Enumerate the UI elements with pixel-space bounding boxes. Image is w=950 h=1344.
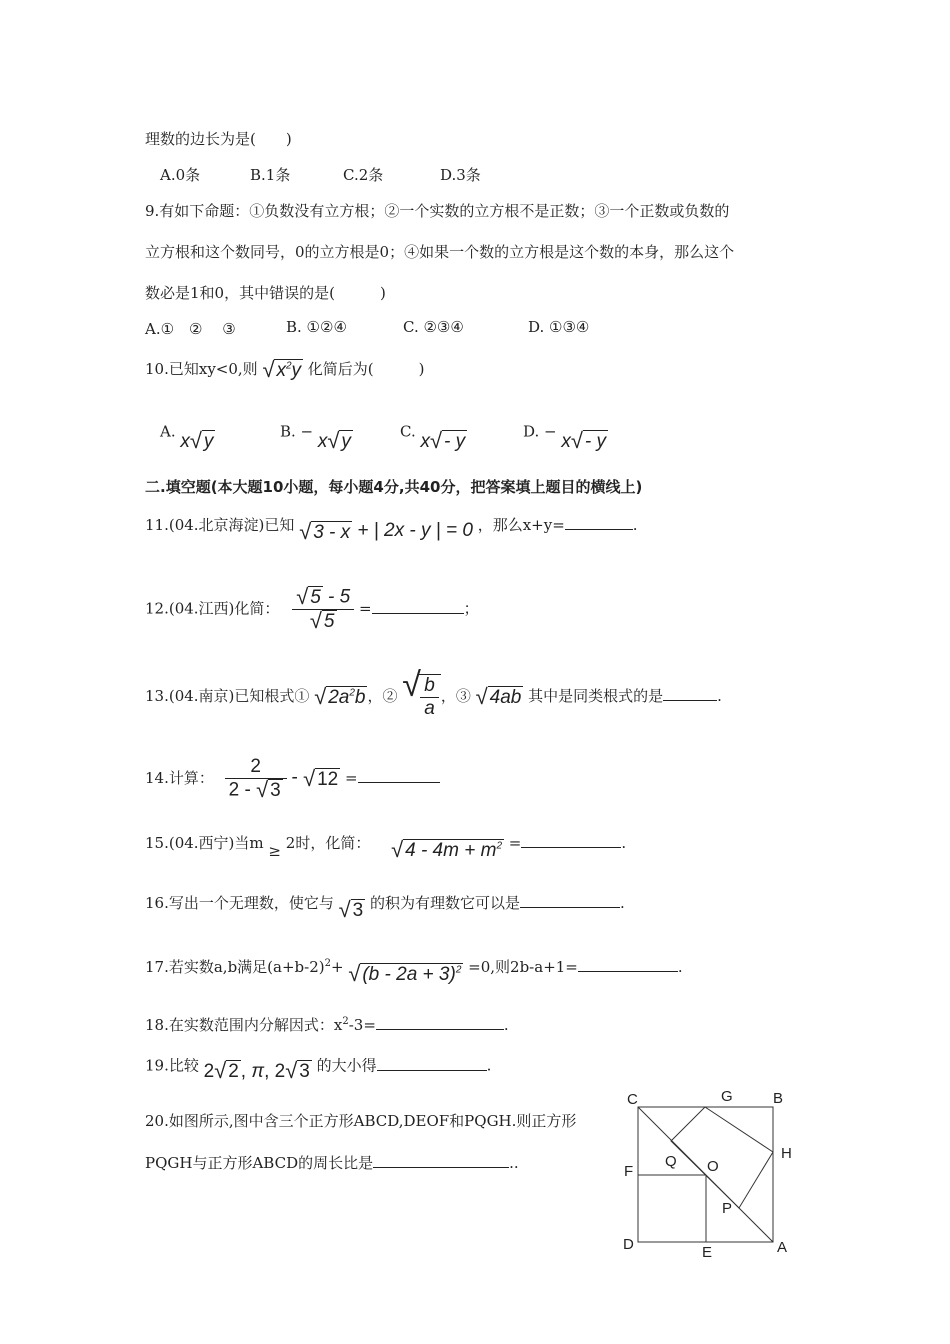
q19-values: 2 √ 2 , π, 2 √ 3 bbox=[203, 1058, 310, 1083]
q11-suffix: ，那么x+y= bbox=[477, 516, 565, 534]
label-g: G bbox=[721, 1088, 733, 1105]
q16-end: . bbox=[620, 894, 625, 912]
q15-suffix: = bbox=[508, 834, 522, 852]
q16-prefix: 16.写出一个无理数，使它与 bbox=[145, 894, 334, 912]
q10-line bbox=[145, 358, 425, 382]
q17-end: . bbox=[677, 958, 683, 976]
q16-radical: √ 3 bbox=[338, 896, 364, 922]
q10-option-d-label: D. − bbox=[523, 422, 557, 441]
label-f: F bbox=[624, 1163, 634, 1180]
q15-line bbox=[145, 832, 627, 862]
q18-line bbox=[145, 1014, 509, 1035]
label-a: A bbox=[777, 1239, 788, 1256]
q12-fraction: √ 5 - 5 √ 5 bbox=[292, 586, 354, 633]
q13-end: . bbox=[717, 687, 722, 705]
q14-radical: √ 12 bbox=[303, 765, 339, 791]
q13-sep1: ，② bbox=[367, 687, 398, 705]
q15-prefix: 15.(04.西宁)当m bbox=[145, 834, 264, 852]
q19-answer-blank[interactable] bbox=[377, 1056, 487, 1071]
q18-answer-blank[interactable] bbox=[376, 1015, 504, 1030]
q15-end: . bbox=[621, 834, 627, 852]
label-p: P bbox=[722, 1200, 733, 1217]
q18-suffix: -3= bbox=[348, 1016, 376, 1034]
q9-option-d: D. ①③④ bbox=[528, 318, 590, 336]
q18-prefix: 18.在实数范围内分解因式：x bbox=[145, 1016, 343, 1034]
label-q: Q bbox=[665, 1153, 677, 1170]
q10-option-d: D. − x √ - y bbox=[523, 422, 606, 453]
q12-end: ； bbox=[463, 599, 479, 618]
label-o: O bbox=[707, 1158, 719, 1175]
q14-prefix: 14.计算： bbox=[145, 769, 214, 787]
label-e: E bbox=[702, 1244, 713, 1261]
q20-answer-blank[interactable] bbox=[373, 1153, 509, 1168]
q9-option-b: B. ①②④ bbox=[286, 318, 347, 336]
q10-option-b-label: B. − bbox=[280, 422, 314, 441]
q19-end: . bbox=[486, 1056, 492, 1075]
q8-option-a: A.0条 bbox=[160, 166, 201, 184]
q16-answer-blank[interactable] bbox=[520, 893, 620, 908]
squares-figure bbox=[610, 1080, 810, 1265]
q9-option-a: A.① ② ③ bbox=[145, 320, 236, 338]
q8-option-b: B.1条 bbox=[250, 166, 291, 184]
q10-option-b: B. − x √ y bbox=[280, 422, 351, 453]
q20-end: .. bbox=[509, 1154, 519, 1172]
q11-answer-blank[interactable] bbox=[565, 515, 633, 530]
q20-line2 bbox=[145, 1152, 519, 1173]
q14-suffix: = bbox=[344, 769, 358, 787]
label-h: H bbox=[781, 1145, 792, 1162]
q9-line3: 数必是1和0，其中错误的是( ) bbox=[145, 284, 386, 302]
q10-suffix: 化简后为( ) bbox=[307, 360, 425, 378]
q13-answer-blank[interactable] bbox=[663, 686, 717, 701]
q19-line bbox=[145, 1054, 492, 1083]
q14-line: 14.计算： 2 2 - √ 3 - √ 12 = bbox=[145, 756, 440, 802]
q17-prefix: 17.若实数a,b满足(a+b-2) bbox=[145, 958, 325, 976]
label-b: B bbox=[773, 1090, 784, 1107]
q18-exponent: 2 bbox=[342, 1016, 349, 1027]
q8-option-c: C.2条 bbox=[343, 166, 384, 184]
q12-answer-blank[interactable] bbox=[372, 599, 464, 614]
q9-line1: 9.有如下命题：①负数没有立方根；②一个实数的立方根不是正数；③一个正数或负数的 bbox=[145, 202, 730, 220]
q11-prefix: 11.(04.北京海淀)已知 bbox=[145, 516, 295, 534]
q10-option-a-label: A. bbox=[160, 422, 176, 441]
q15-radical: √ $4 - 4m + m^2$ bbox=[391, 836, 502, 862]
q13-line bbox=[145, 666, 722, 720]
q15-geq: ≥ bbox=[268, 842, 281, 860]
q17-radical: √ $(b - 2a + 3)^2$ bbox=[348, 960, 462, 986]
q10-option-c: C. x √ - y bbox=[400, 422, 466, 453]
section-2-heading: 二.填空题(本大题10小题，每小题4分,共40分，把答案填上题目的横线上) bbox=[145, 478, 643, 496]
q17-answer-blank[interactable] bbox=[578, 957, 678, 972]
q13-sep2: ，③ bbox=[440, 687, 471, 705]
q13-radical-3: √ 4ab bbox=[475, 683, 522, 709]
q12-suffix: = bbox=[359, 599, 372, 618]
q15-middle: 2时，化简： bbox=[285, 834, 371, 852]
q10-radical: √ $x^2y$ bbox=[262, 356, 302, 382]
q12-prefix: 12.(04.江西)化简： bbox=[145, 599, 280, 618]
q11-end: . bbox=[632, 516, 638, 534]
label-d: D bbox=[623, 1236, 634, 1253]
q17-exponent: 2 bbox=[324, 958, 331, 969]
q10-option-c-label: C. bbox=[400, 422, 416, 441]
q20-text: PQGH与正方形ABCD的周长比是 bbox=[145, 1154, 374, 1172]
q11-line: 11.(04.北京海淀)已知 √ 3 - x + | 2x - y | = 0 ，那么x+y= . bbox=[145, 516, 638, 544]
q19-prefix: 19.比较 bbox=[145, 1056, 199, 1075]
q17-suffix: =0,则2b-a+1= bbox=[468, 958, 578, 976]
q13-radical-2: √ $\frac{b}{a}$ bbox=[402, 674, 441, 720]
q10-option-a: A. x √ y bbox=[160, 422, 214, 453]
q9-option-c: C. ②③④ bbox=[403, 318, 464, 336]
q20-line1: 20.如图所示,图中含三个正方形ABCD,DEOF和PQGH.则正方形 bbox=[145, 1112, 577, 1130]
q16-suffix: 的积为有理数它可以是 bbox=[370, 894, 521, 912]
q12-line bbox=[145, 586, 479, 633]
q17-plus: + bbox=[330, 958, 344, 976]
square-pqgh bbox=[671, 1107, 773, 1208]
label-c: C bbox=[627, 1091, 638, 1108]
q18-end: . bbox=[503, 1016, 509, 1034]
q13-radical-1: √ $2a^2b$ bbox=[314, 683, 366, 709]
q17-line bbox=[145, 956, 683, 986]
q13-prefix: 13.(04.南京)已知根式① bbox=[145, 687, 310, 705]
q8-option-d: D.3条 bbox=[440, 166, 481, 184]
q10-prefix: 10.已知xy<0,则 bbox=[145, 360, 258, 378]
q15-answer-blank[interactable] bbox=[521, 833, 621, 848]
q9-line2: 立方根和这个数同号，0的立方根是0；④如果一个数的立方根是这个数的本身，那么这个 bbox=[145, 243, 735, 261]
q14-fraction: 2 2 - √ 3 bbox=[225, 756, 287, 802]
q13-suffix: 其中是同类根式的是 bbox=[528, 687, 664, 705]
q19-suffix: 的大小得 bbox=[316, 1056, 377, 1075]
q8-text: 理数的边长为是( ) bbox=[145, 130, 292, 148]
q14-answer-blank[interactable] bbox=[358, 768, 440, 783]
q11-equation: √ 3 - x bbox=[299, 518, 351, 544]
q16-line bbox=[145, 892, 625, 922]
